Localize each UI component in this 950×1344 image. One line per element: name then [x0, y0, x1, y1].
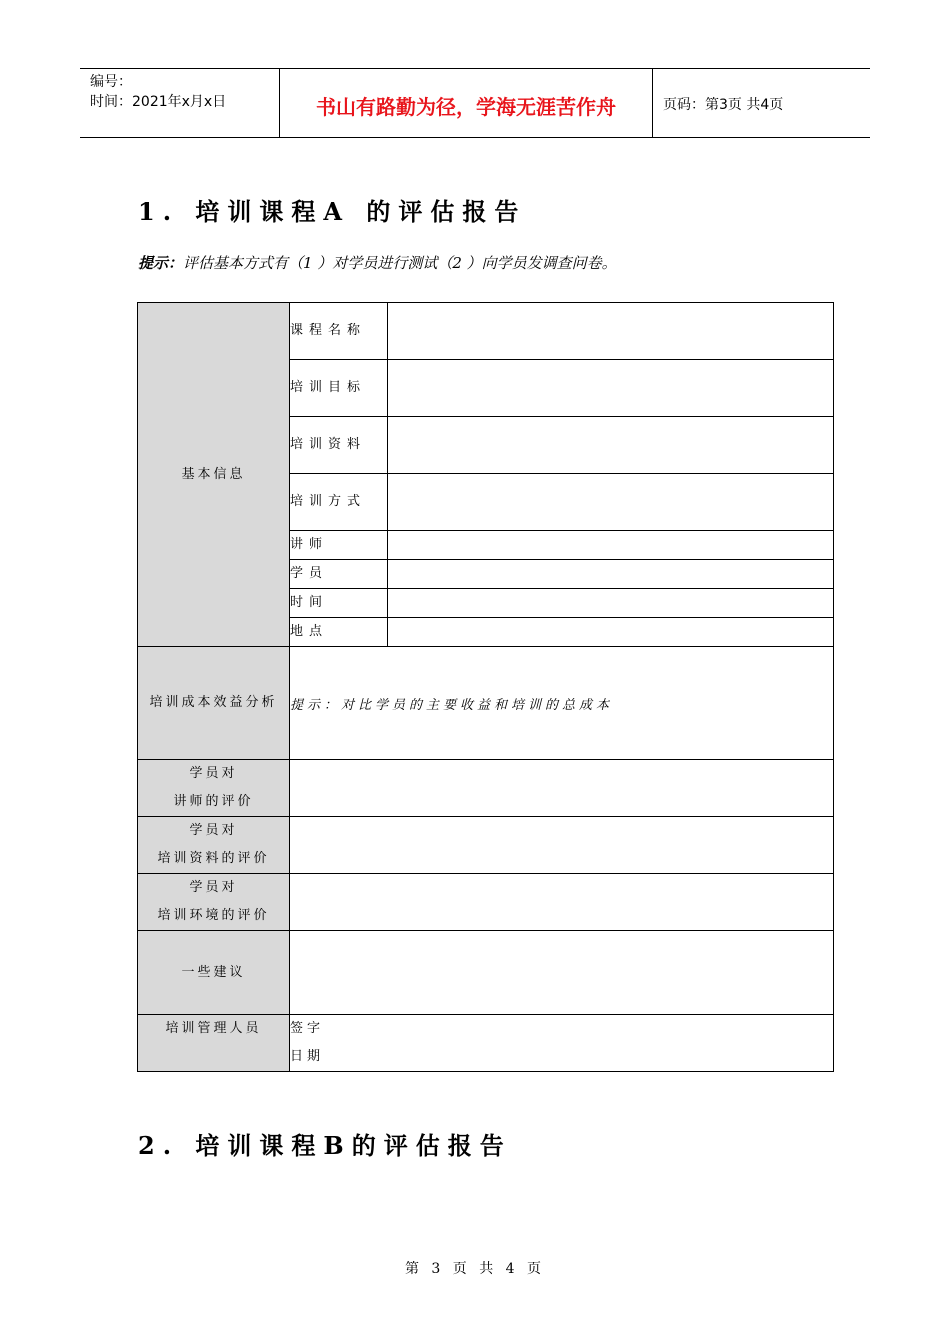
table-row [138, 1015, 834, 1072]
sign-label: 签字 [290, 1021, 325, 1036]
eval-environment-label [138, 874, 290, 931]
page-header [80, 68, 870, 138]
table-row [138, 303, 834, 360]
training-material-value[interactable] [388, 417, 834, 474]
hint-text: 评估基本方式有（1 ）对学员进行测试（2 ）向学员发调查问卷。 [183, 254, 617, 272]
lecturer-value[interactable] [388, 531, 834, 560]
eval-material-line2: 培训资料的评价 [157, 851, 270, 866]
suggestions-label: 一些建议 [138, 931, 290, 1015]
evaluation-table [137, 302, 834, 1072]
eval-environment-line1: 学员对 [189, 880, 238, 895]
field-training-material: 培训资料 [290, 417, 388, 474]
hint-label: 提示： [138, 254, 184, 272]
eval-material-value[interactable] [290, 817, 834, 874]
table-row [138, 647, 834, 760]
eval-lecturer-line1: 学员对 [189, 766, 238, 781]
cost-benefit-hint[interactable]: 提示：对比学员的主要收益和培训的总成本 [290, 647, 834, 760]
eval-lecturer-value[interactable] [290, 760, 834, 817]
table-row [138, 817, 834, 874]
training-goal-value[interactable] [388, 360, 834, 417]
section-1-hint [138, 252, 617, 273]
field-time: 时间 [290, 589, 388, 618]
table-row [138, 874, 834, 931]
field-training-goal: 培训目标 [290, 360, 388, 417]
date-label: 日期 [290, 1049, 325, 1064]
trainees-value[interactable] [388, 560, 834, 589]
section-2-title: 2. 培训课程B的评估报告 [138, 1131, 512, 1160]
cost-benefit-label: 培训成本效益分析 [138, 647, 290, 760]
eval-lecturer-label [138, 760, 290, 817]
table-row [138, 760, 834, 817]
field-training-method: 培训方式 [290, 474, 388, 531]
location-value[interactable] [388, 618, 834, 647]
field-lecturer: 讲师 [290, 531, 388, 560]
field-location: 地点 [290, 618, 388, 647]
course-name-value[interactable] [388, 303, 834, 360]
eval-lecturer-line2: 讲师的评价 [173, 794, 254, 809]
header-page-number: 页码：第3页 共4页 [663, 97, 784, 113]
eval-environment-line2: 培训环境的评价 [157, 908, 270, 923]
manager-label: 培训管理人员 [138, 1015, 290, 1072]
sign-date-cell[interactable] [290, 1015, 834, 1072]
eval-material-label [138, 817, 290, 874]
header-motto: 书山有路勤为径，学海无涯苦作舟 [280, 69, 653, 137]
basic-info-label: 基本信息 [138, 303, 290, 647]
section-1-title: 1. 培训课程A 的评估报告 [138, 197, 527, 226]
eval-environment-value[interactable] [290, 874, 834, 931]
page-footer: 第 3 页 共 4 页 [404, 1261, 546, 1277]
field-trainees: 学员 [290, 560, 388, 589]
time-value[interactable] [388, 589, 834, 618]
table-row [138, 931, 834, 1015]
header-meta [80, 69, 280, 137]
suggestions-value[interactable] [290, 931, 834, 1015]
field-course-name: 课程名称 [290, 303, 388, 360]
training-method-value[interactable] [388, 474, 834, 531]
eval-material-line1: 学员对 [189, 823, 238, 838]
doc-time-label: 时间：2021年x月x日 [90, 94, 227, 110]
doc-code-label: 编号： [90, 74, 132, 90]
